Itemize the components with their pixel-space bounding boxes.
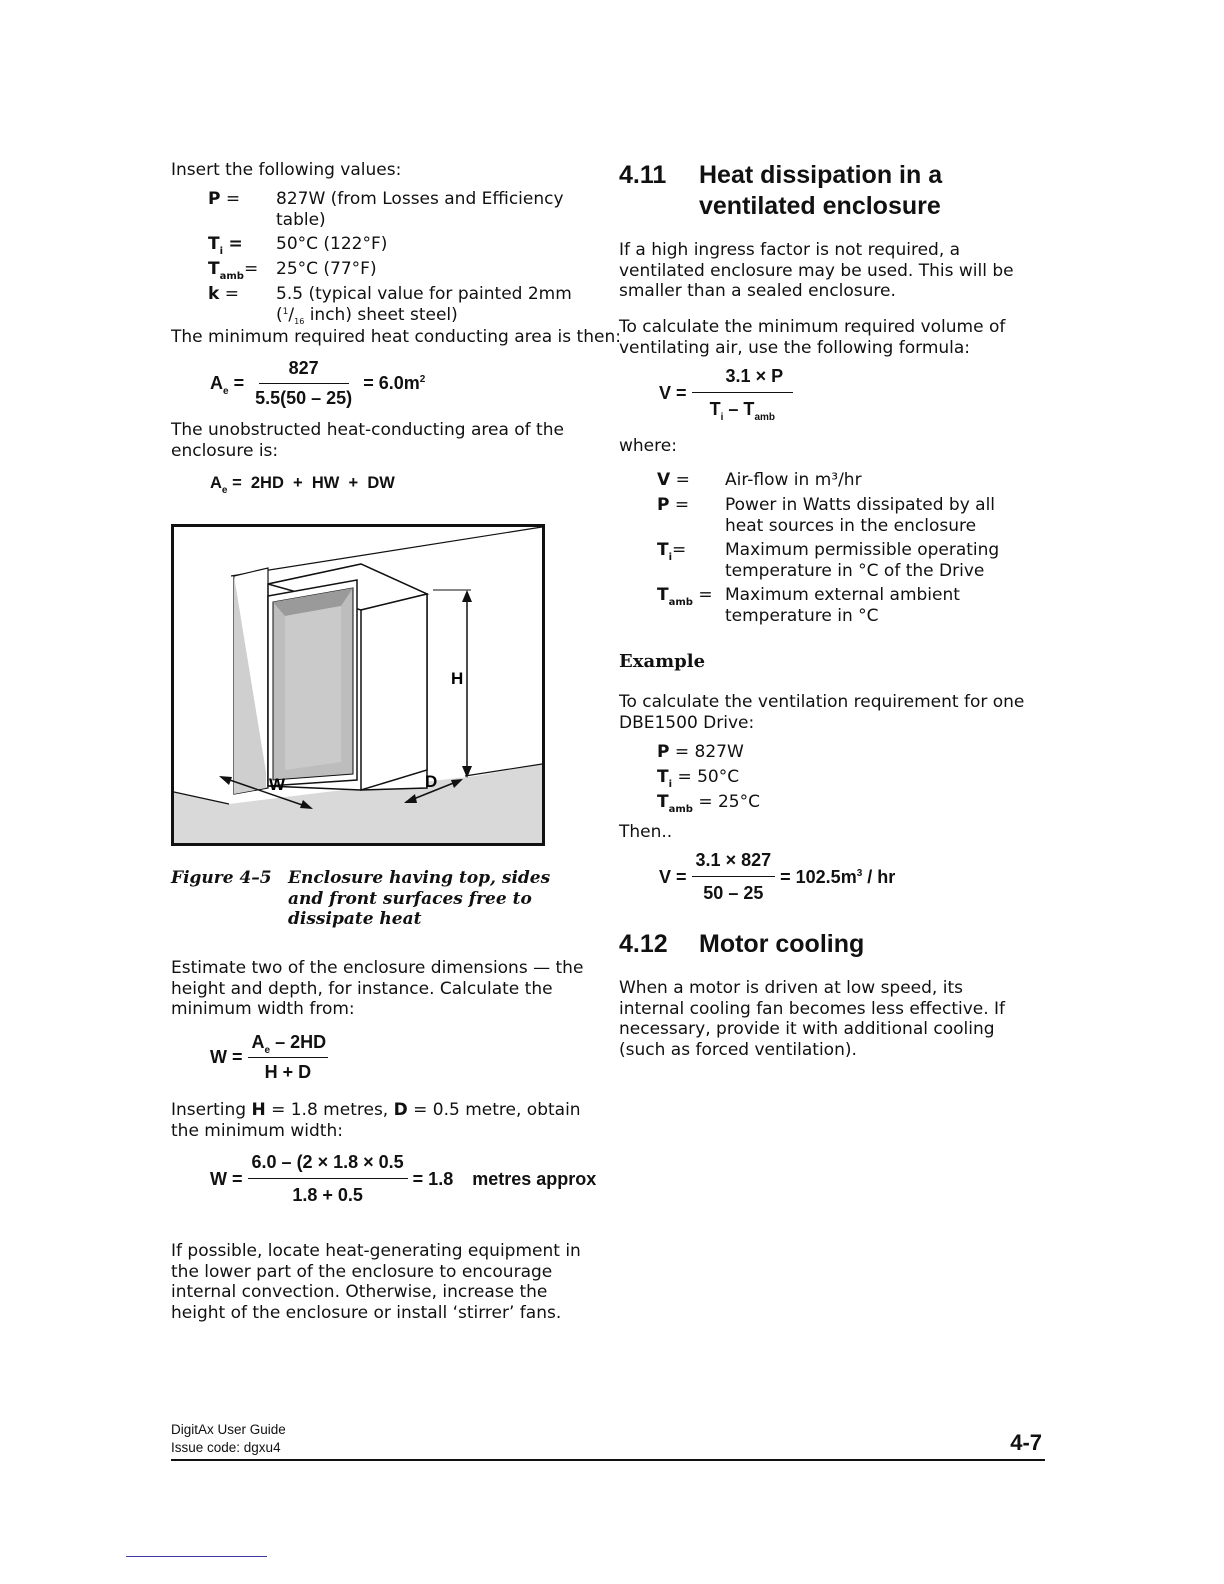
section-number: 4.12 [619,930,668,958]
example-text: To calculate the ventilation requirement for one DBE1500 Drive: [619,692,1025,733]
depth-label: D [425,772,438,791]
height-label: H [451,669,464,688]
figure-caption: Enclosure having top, sides and front surfaces free to dissipate heat [288,868,551,929]
intro-text: Insert the following values: [171,160,402,180]
value-row: P = 827W (from Losses and Efficiency table) [208,189,564,230]
convection-text: If possible, locate heat-generating equipment in the lower part of the enclosure to encourage internal convection. Otherwise, increase the height of the enclosure or install ‘stirrer’ fans. [171,1241,581,1323]
page-number: 4-7 [1010,1430,1042,1455]
area-equation: $A_e$ = $\frac{827}{5.5(50 - 25)}$ = $6.0m^2$ [210,358,426,408]
where-label: where: [619,436,677,456]
inserting-text: Inserting H = 1.8 metres, D = 0.5 metre, obtain the minimum width: [171,1100,581,1141]
width-label: W [269,775,286,794]
enclosure-illustration [171,524,545,846]
section-number: 4.11 [619,161,667,189]
estimate-text: Estimate two of the enclosure dimensions — the height and depth, for instance. Calculate the minimum width from: [171,958,584,1019]
ventilated-intro: If a high ingress factor is not required, a ventilated enclosure may be used. This will be smaller than a sealed enclosure. [619,240,1014,301]
min-area-text: The minimum required heat conducting area is then: [171,327,621,347]
example-value: $T_i = 50^\circ C$ [657,767,740,790]
width-result-equation: W = $\frac{6.0 - (2 \times 1.8 \times 0.5}{1.8 + 0.5}$ = 1.8 metres approx [210,1152,597,1205]
section-title: Heat dissipation in a ventilated enclosure [699,161,943,220]
enclosure-figure [171,524,545,846]
figure-number: Figure 4–5 [171,868,272,888]
section-title: Motor cooling [699,930,865,958]
example-value: $T_{amb} = 25^\circ C$ [657,792,760,815]
example-values [657,742,760,817]
bottom-link-underline [126,1556,267,1557]
unobstructed-text: The unobstructed heat-conducting area of the enclosure is: [171,420,564,461]
area-sum-equation: $A_e = 2HD$ + HW + DW [210,474,395,496]
footer-issue: Issue code: dgxu4 [171,1440,281,1455]
ventilation-result-equation: V = $\frac{3.1 \times 827}{50 - 25}$ = $102.5m^3$ / hr [659,850,896,903]
ventilation-formula-intro: To calculate the minimum required volume of ventilating air, use the following formula: [619,317,1006,358]
example-heading: Example [619,651,706,672]
width-formula: W = $\frac{A_e - 2HD}{H + D}$ [210,1032,327,1082]
example-value: P = 827W [657,742,744,762]
footer-rule [171,1459,1045,1461]
section-4-11-heading [619,160,1039,224]
then-label: Then.. [619,822,673,842]
footer-title: DigitAx User Guide [171,1422,286,1437]
motor-cooling-text: When a motor is driven at low speed, its internal cooling fan becomes less effective. If necessary, provide it with additional cooling (such as forced ventilation). [619,978,1006,1060]
section-4-12-heading [619,929,1039,963]
ventilation-formula: V = $\frac{3.1 \times P}{T_i - T_{amb}}$ [659,366,793,420]
